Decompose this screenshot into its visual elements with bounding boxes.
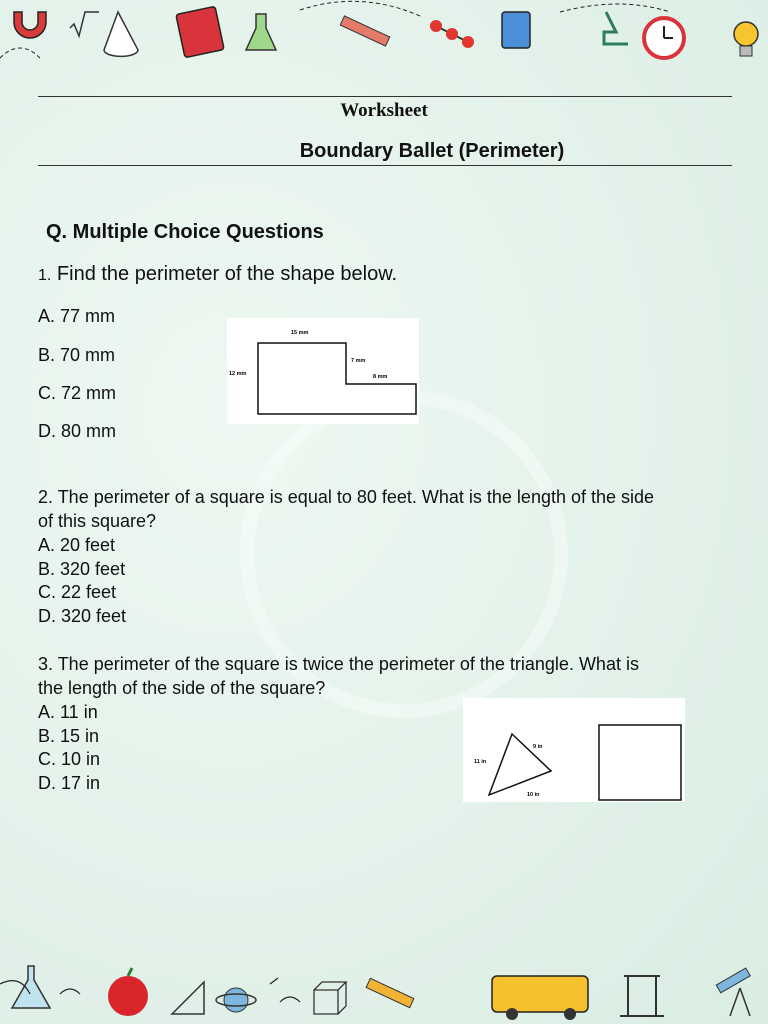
label-8-mm: 8 mm [373,374,388,380]
question-1-prompt: Find the perimeter of the shape below. [56,263,398,285]
lab-stand-icon [620,976,664,1016]
section-heading: Q. Multiple Choice Questions [46,221,324,243]
question-2-option-b: B. 320 feet [38,559,126,579]
school-bus-icon [492,976,588,1020]
flask-icon [246,14,276,50]
molecule-icon [430,20,474,48]
question-1-figure [227,318,419,424]
header-rule-top [38,96,732,97]
worksheet-title: Worksheet [340,100,428,121]
bottom-doodle-border [0,954,768,1024]
question-3-option-a: A. 11 in [38,702,98,722]
question-2-option-c: C. 22 feet [38,582,117,602]
saturn-icon [216,988,256,1012]
cube-icon [314,982,346,1014]
label-11-in: 11 in [474,759,487,765]
apple-icon [108,968,148,1016]
label-7-mm: 7 mm [351,358,366,364]
microscope-icon [604,12,628,44]
question-2-text-line1: 2. The perimeter of a square is equal to 80 feet. What is the length of the side [38,487,655,507]
clock-icon [644,18,684,58]
worksheet-subtitle: Boundary Ballet (Perimeter) [299,140,565,162]
question-3-text-line1: 3. The perimeter of the square is twice the perimeter of the triangle. What is [38,654,639,674]
label-15-mm: 15 mm [291,330,309,336]
question-1-option-a: A. 77 mm [38,306,116,326]
question-3-option-d: D. 17 in [38,773,101,793]
pencil-icon [366,978,414,1007]
l-shape-outline [258,343,416,414]
set-square-icon [172,982,204,1014]
top-doodle-border [0,0,768,70]
ruler-icon [340,16,390,46]
question-3-figure [463,698,685,802]
label-12-mm: 12 mm [229,371,247,377]
telescope-icon [716,968,750,1016]
question-1-text [38,262,397,288]
magnet-icon [14,12,46,38]
square-shape [599,725,681,800]
cone-icon [104,12,138,56]
flask-icon [12,966,50,1008]
question-1-option-d: D. 80 mm [38,421,117,441]
notebook-icon [176,6,224,57]
sqrt-icon [70,12,99,36]
label-10-in: 10 in [527,792,540,798]
question-3-option-b: B. 15 in [38,726,100,746]
question-3-option-c: C. 10 in [38,749,101,769]
question-2-option-d: D. 320 feet [38,606,127,626]
question-2-option-a: A. 20 feet [38,535,116,555]
question-1-option-b: B. 70 mm [38,345,116,365]
calculator-icon [502,12,530,48]
question-1-number: 1. [38,267,52,284]
header-rule-bottom [38,165,732,166]
question-2-text-line2: of this square? [38,511,157,531]
lightbulb-icon [734,22,758,56]
question-3-text-line2: the length of the side of the square? [38,678,326,698]
label-9-in: 9 in [533,744,543,750]
question-1-option-c: C. 72 mm [38,383,117,403]
